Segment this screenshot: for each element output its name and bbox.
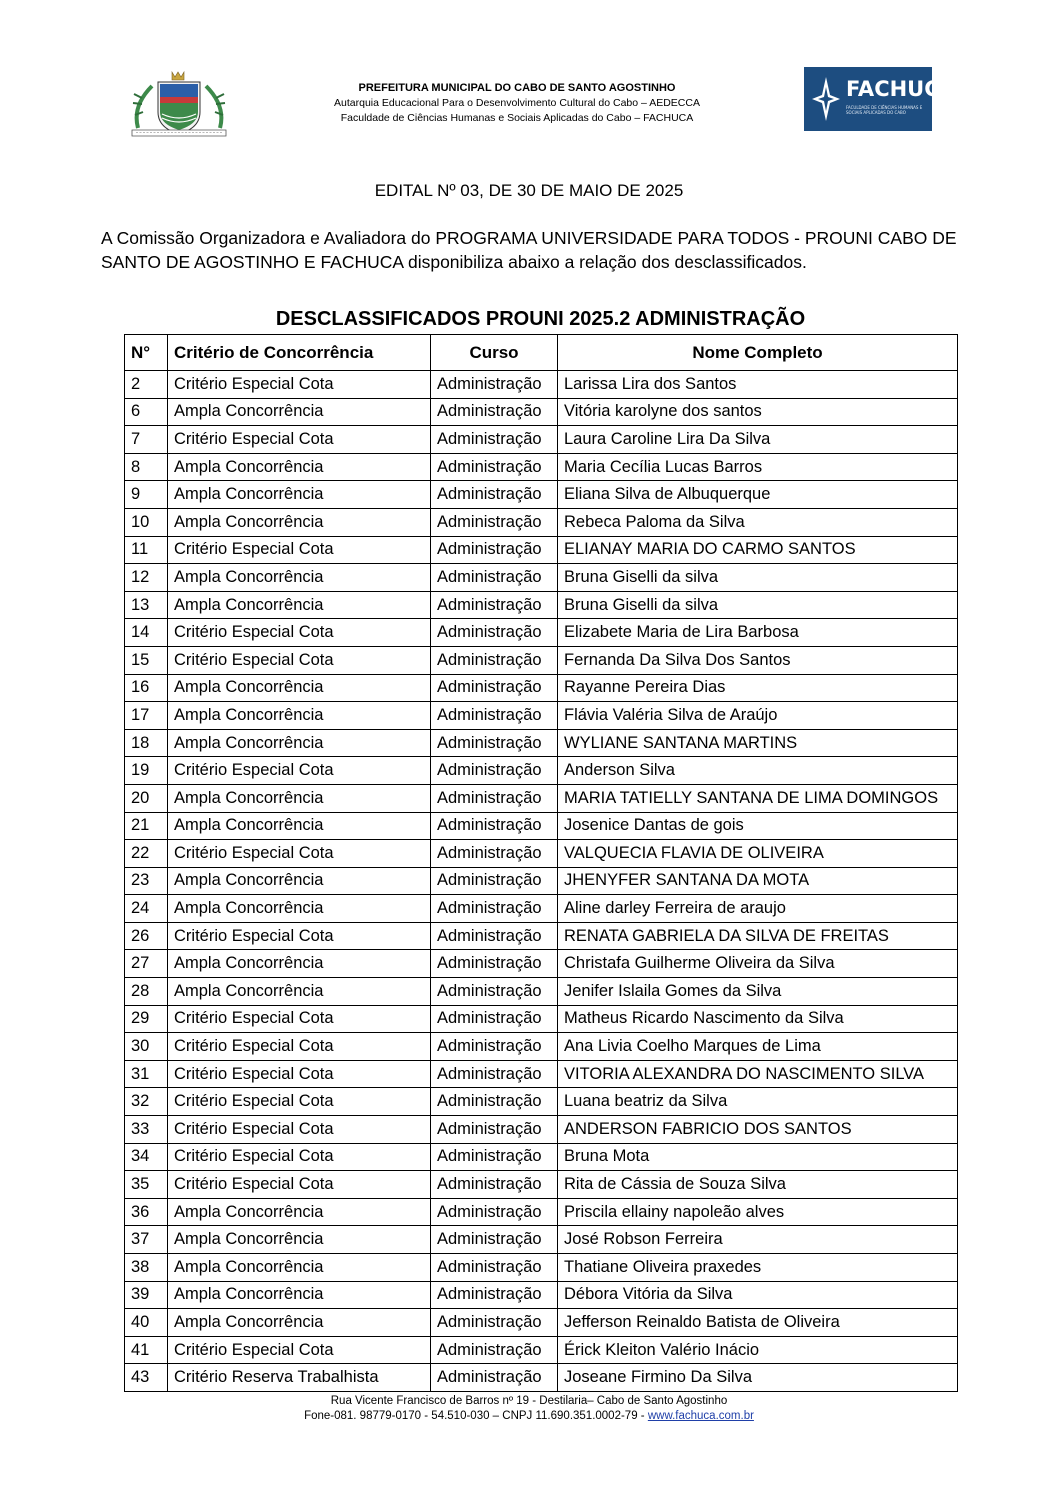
cell-number: 34 <box>125 1143 168 1171</box>
cell-course: Administração <box>431 978 558 1006</box>
cell-criterion: Ampla Concorrência <box>168 1198 431 1226</box>
cell-course: Administração <box>431 674 558 702</box>
header-course: Curso <box>431 335 558 371</box>
cell-number: 35 <box>125 1171 168 1199</box>
table-row <box>125 922 958 950</box>
cell-full-name: Joseane Firmino Da Silva <box>558 1364 958 1392</box>
cell-number: 19 <box>125 757 168 785</box>
footer-phone-cnpj: Fone-081. 98779-0170 - 54.510-030 – CNPJ 11.690.351.0002-79 - <box>304 1410 648 1422</box>
cell-number: 18 <box>125 729 168 757</box>
table-row <box>125 1060 958 1088</box>
cell-full-name: Débora Vitória da Silva <box>558 1281 958 1309</box>
cell-full-name: Luana beatriz da Silva <box>558 1088 958 1116</box>
cell-full-name: Érick Kleiton Valério Inácio <box>558 1336 958 1364</box>
faculty-name: Faculdade de Ciências Humanas e Sociais Aplicadas do Cabo – FACHUCA <box>340 112 694 124</box>
cell-criterion: Critério Especial Cota <box>168 619 431 647</box>
table-row <box>125 426 958 454</box>
cell-criterion: Ampla Concorrência <box>168 398 431 426</box>
table-row <box>125 398 958 426</box>
table-row <box>125 564 958 592</box>
cell-criterion: Ampla Concorrência <box>168 729 431 757</box>
footer <box>0 1394 1058 1424</box>
cell-criterion: Ampla Concorrência <box>168 1254 431 1282</box>
table-row <box>125 1005 958 1033</box>
autarchy-name: Autarquia Educacional Para o Desenvolvimento Cultural do Cabo – AEDECCA <box>334 97 700 109</box>
table-row <box>125 950 958 978</box>
cell-course: Administração <box>431 1364 558 1392</box>
cell-course: Administração <box>431 371 558 399</box>
table-row <box>125 895 958 923</box>
cell-full-name: Bruna Mota <box>558 1143 958 1171</box>
cell-criterion: Ampla Concorrência <box>168 674 431 702</box>
cell-criterion: Critério Especial Cota <box>168 1143 431 1171</box>
cell-full-name: Anderson Silva <box>558 757 958 785</box>
cell-full-name: Aline darley Ferreira de araujo <box>558 895 958 923</box>
cell-number: 30 <box>125 1033 168 1061</box>
cell-number: 29 <box>125 1005 168 1033</box>
cell-full-name: Rebeca Paloma da Silva <box>558 508 958 536</box>
cell-number: 16 <box>125 674 168 702</box>
table-body <box>125 371 958 1392</box>
cell-criterion: Ampla Concorrência <box>168 812 431 840</box>
cell-criterion: Critério Especial Cota <box>168 1005 431 1033</box>
cell-number: 14 <box>125 619 168 647</box>
table-row <box>125 371 958 399</box>
cell-criterion: Critério Especial Cota <box>168 1060 431 1088</box>
cell-criterion: Ampla Concorrência <box>168 895 431 923</box>
cell-criterion: Critério Especial Cota <box>168 371 431 399</box>
cell-full-name: Matheus Ricardo Nascimento da Silva <box>558 1005 958 1033</box>
cell-full-name: José Robson Ferreira <box>558 1226 958 1254</box>
cell-criterion: Critério Especial Cota <box>168 1116 431 1144</box>
table-row <box>125 1309 958 1337</box>
cell-number: 38 <box>125 1254 168 1282</box>
cell-criterion: Critério Especial Cota <box>168 922 431 950</box>
cell-number: 22 <box>125 840 168 868</box>
table-row <box>125 508 958 536</box>
table-row <box>125 453 958 481</box>
table-row <box>125 978 958 1006</box>
table-row <box>125 1254 958 1282</box>
cell-criterion: Critério Especial Cota <box>168 840 431 868</box>
cell-course: Administração <box>431 508 558 536</box>
cell-course: Administração <box>431 1198 558 1226</box>
cell-number: 6 <box>125 398 168 426</box>
cell-criterion: Critério Especial Cota <box>168 1336 431 1364</box>
cell-course: Administração <box>431 922 558 950</box>
table-row <box>125 481 958 509</box>
cell-full-name: Jenifer Islaila Gomes da Silva <box>558 978 958 1006</box>
table-row <box>125 1336 958 1364</box>
letterhead <box>0 62 1058 142</box>
table-row <box>125 757 958 785</box>
table-row <box>125 1171 958 1199</box>
cell-course: Administração <box>431 564 558 592</box>
cell-full-name: Fernanda Da Silva Dos Santos <box>558 646 958 674</box>
table-row <box>125 1116 958 1144</box>
cell-course: Administração <box>431 867 558 895</box>
edital-title: EDITAL Nº 03, DE 30 DE MAIO DE 2025 <box>374 181 684 200</box>
cell-course: Administração <box>431 1116 558 1144</box>
cell-course: Administração <box>431 453 558 481</box>
table-row <box>125 1226 958 1254</box>
cell-criterion: Critério Especial Cota <box>168 646 431 674</box>
cell-course: Administração <box>431 895 558 923</box>
cell-number: 11 <box>125 536 168 564</box>
cell-full-name: Thatiane Oliveira praxedes <box>558 1254 958 1282</box>
cell-criterion: Critério Reserva Trabalhista <box>168 1364 431 1392</box>
table-row <box>125 591 958 619</box>
cell-number: 40 <box>125 1309 168 1337</box>
cell-full-name: Josenice Dantas de gois <box>558 812 958 840</box>
cell-criterion: Ampla Concorrência <box>168 591 431 619</box>
cell-number: 33 <box>125 1116 168 1144</box>
cell-course: Administração <box>431 426 558 454</box>
cell-course: Administração <box>431 1033 558 1061</box>
cell-number: 10 <box>125 508 168 536</box>
header-criterion: Critério de Concorrência <box>168 335 431 371</box>
cell-number: 21 <box>125 812 168 840</box>
cell-full-name: Christafa Guilherme Oliveira da Silva <box>558 950 958 978</box>
cell-number: 8 <box>125 453 168 481</box>
table-row <box>125 1364 958 1392</box>
website-link[interactable]: www.fachuca.com.br <box>647 1410 754 1422</box>
cell-number: 23 <box>125 867 168 895</box>
cell-full-name: WYLIANE SANTANA MARTINS <box>558 729 958 757</box>
table-row <box>125 646 958 674</box>
table-row <box>125 674 958 702</box>
cell-number: 12 <box>125 564 168 592</box>
cell-number: 36 <box>125 1198 168 1226</box>
cell-number: 41 <box>125 1336 168 1364</box>
cell-criterion: Critério Especial Cota <box>168 1088 431 1116</box>
fachuca-logo <box>804 67 956 131</box>
cell-number: 24 <box>125 895 168 923</box>
cell-full-name: RENATA GABRIELA DA SILVA DE FREITAS <box>558 922 958 950</box>
cell-number: 28 <box>125 978 168 1006</box>
cell-full-name: Ana Livia Coelho Marques de Lima <box>558 1033 958 1061</box>
cell-full-name: Rayanne Pereira Dias <box>558 674 958 702</box>
cell-course: Administração <box>431 1309 558 1337</box>
cell-course: Administração <box>431 591 558 619</box>
cell-course: Administração <box>431 646 558 674</box>
compass-star-icon <box>810 75 842 123</box>
cell-course: Administração <box>431 1254 558 1282</box>
cell-criterion: Ampla Concorrência <box>168 702 431 730</box>
table-row <box>125 729 958 757</box>
cell-criterion: Critério Especial Cota <box>168 1033 431 1061</box>
table-row <box>125 1198 958 1226</box>
header-full-name: Nome Completo <box>558 335 958 371</box>
cell-course: Administração <box>431 1088 558 1116</box>
cell-course: Administração <box>431 536 558 564</box>
footer-address: Rua Vicente Francisco de Barros nº 19 - Destilaria– Cabo de Santo Agostinho <box>330 1395 728 1407</box>
cell-criterion: Ampla Concorrência <box>168 867 431 895</box>
cell-course: Administração <box>431 398 558 426</box>
cell-full-name: ELIANAY MARIA DO CARMO SANTOS <box>558 536 958 564</box>
cell-criterion: Ampla Concorrência <box>168 978 431 1006</box>
cell-criterion: Critério Especial Cota <box>168 757 431 785</box>
table-row <box>125 812 958 840</box>
disqualified-table <box>124 334 958 1392</box>
cell-course: Administração <box>431 1171 558 1199</box>
cell-number: 26 <box>125 922 168 950</box>
cell-criterion: Critério Especial Cota <box>168 536 431 564</box>
cell-criterion: Ampla Concorrência <box>168 453 431 481</box>
cell-course: Administração <box>431 619 558 647</box>
cell-number: 37 <box>125 1226 168 1254</box>
cell-criterion: Ampla Concorrência <box>168 481 431 509</box>
cell-course: Administração <box>431 1226 558 1254</box>
cell-number: 20 <box>125 784 168 812</box>
cell-full-name: Rita de Cássia de Souza Silva <box>558 1171 958 1199</box>
cell-number: 31 <box>125 1060 168 1088</box>
table-row <box>125 1281 958 1309</box>
cell-number: 7 <box>125 426 168 454</box>
cell-course: Administração <box>431 1143 558 1171</box>
cell-full-name: ANDERSON FABRICIO DOS SANTOS <box>558 1116 958 1144</box>
cell-full-name: Bruna Giselli da silva <box>558 564 958 592</box>
header-number: N° <box>125 335 168 371</box>
intro-paragraph: A Comissão Organizadora e Avaliadora do PROGRAMA UNIVERSIDADE PARA TODOS - PROUNI CABO DE SANTO DE AGOSTINHO E FACHUCA disponibiliza abaixo a relação dos desclassificados. <box>101 228 957 272</box>
table-title: DESCLASSIFICADOS PROUNI 2025.2 ADMINISTRAÇÃO <box>275 308 806 330</box>
logo-tagline: FACULDADE DE CIÊNCIAS HUMANAS E SOCIAIS APLICADAS DO CABO <box>846 105 923 115</box>
cell-full-name: VALQUECIA FLAVIA DE OLIVEIRA <box>558 840 958 868</box>
cell-criterion: Ampla Concorrência <box>168 784 431 812</box>
cell-course: Administração <box>431 1336 558 1364</box>
table-row <box>125 1143 958 1171</box>
cell-course: Administração <box>431 1281 558 1309</box>
table-row <box>125 619 958 647</box>
cell-full-name: Vitória karolyne dos santos <box>558 398 958 426</box>
cell-criterion: Critério Especial Cota <box>168 1171 431 1199</box>
municipal-coat-of-arms-icon <box>128 68 230 140</box>
cell-full-name: Eliana Silva de Albuquerque <box>558 481 958 509</box>
cell-course: Administração <box>431 729 558 757</box>
table-row <box>125 536 958 564</box>
letterhead-text <box>232 80 802 126</box>
cell-course: Administração <box>431 1060 558 1088</box>
footer-contact <box>0 1409 1058 1424</box>
cell-course: Administração <box>431 812 558 840</box>
cell-full-name: Flávia Valéria Silva de Araújo <box>558 702 958 730</box>
cell-full-name: Jefferson Reinaldo Batista de Oliveira <box>558 1309 958 1337</box>
cell-course: Administração <box>431 757 558 785</box>
table-row <box>125 1088 958 1116</box>
cell-full-name: Laura Caroline Lira Da Silva <box>558 426 958 454</box>
cell-criterion: Ampla Concorrência <box>168 1309 431 1337</box>
table-row <box>125 867 958 895</box>
table-row <box>125 702 958 730</box>
table-row <box>125 840 958 868</box>
cell-number: 43 <box>125 1364 168 1392</box>
cell-criterion: Ampla Concorrência <box>168 1281 431 1309</box>
cell-criterion: Ampla Concorrência <box>168 564 431 592</box>
cell-course: Administração <box>431 1005 558 1033</box>
table-row <box>125 1033 958 1061</box>
cell-number: 13 <box>125 591 168 619</box>
cell-number: 17 <box>125 702 168 730</box>
municipality-name: PREFEITURA MUNICIPAL DO CABO DE SANTO AGOSTINHO <box>358 82 676 94</box>
cell-course: Administração <box>431 840 558 868</box>
cell-number: 9 <box>125 481 168 509</box>
cell-full-name: Priscila ellainy napoleão alves <box>558 1198 958 1226</box>
cell-full-name: MARIA TATIELLY SANTANA DE LIMA DOMINGOS <box>558 784 958 812</box>
cell-full-name: Maria Cecília Lucas Barros <box>558 453 958 481</box>
cell-full-name: VITORIA ALEXANDRA DO NASCIMENTO SILVA <box>558 1060 958 1088</box>
cell-course: Administração <box>431 950 558 978</box>
cell-criterion: Ampla Concorrência <box>168 1226 431 1254</box>
cell-number: 27 <box>125 950 168 978</box>
cell-criterion: Ampla Concorrência <box>168 950 431 978</box>
cell-full-name: Elizabete Maria de Lira Barbosa <box>558 619 958 647</box>
table-row <box>125 784 958 812</box>
cell-criterion: Ampla Concorrência <box>168 508 431 536</box>
cell-full-name: Larissa Lira dos Santos <box>558 371 958 399</box>
cell-course: Administração <box>431 481 558 509</box>
logo-name: FACHUCA <box>846 77 956 101</box>
cell-number: 15 <box>125 646 168 674</box>
table-header-row <box>125 335 958 371</box>
cell-number: 2 <box>125 371 168 399</box>
cell-course: Administração <box>431 784 558 812</box>
cell-criterion: Critério Especial Cota <box>168 426 431 454</box>
cell-full-name: Bruna Giselli da silva <box>558 591 958 619</box>
cell-course: Administração <box>431 702 558 730</box>
cell-number: 39 <box>125 1281 168 1309</box>
cell-number: 32 <box>125 1088 168 1116</box>
cell-full-name: JHENYFER SANTANA DA MOTA <box>558 867 958 895</box>
